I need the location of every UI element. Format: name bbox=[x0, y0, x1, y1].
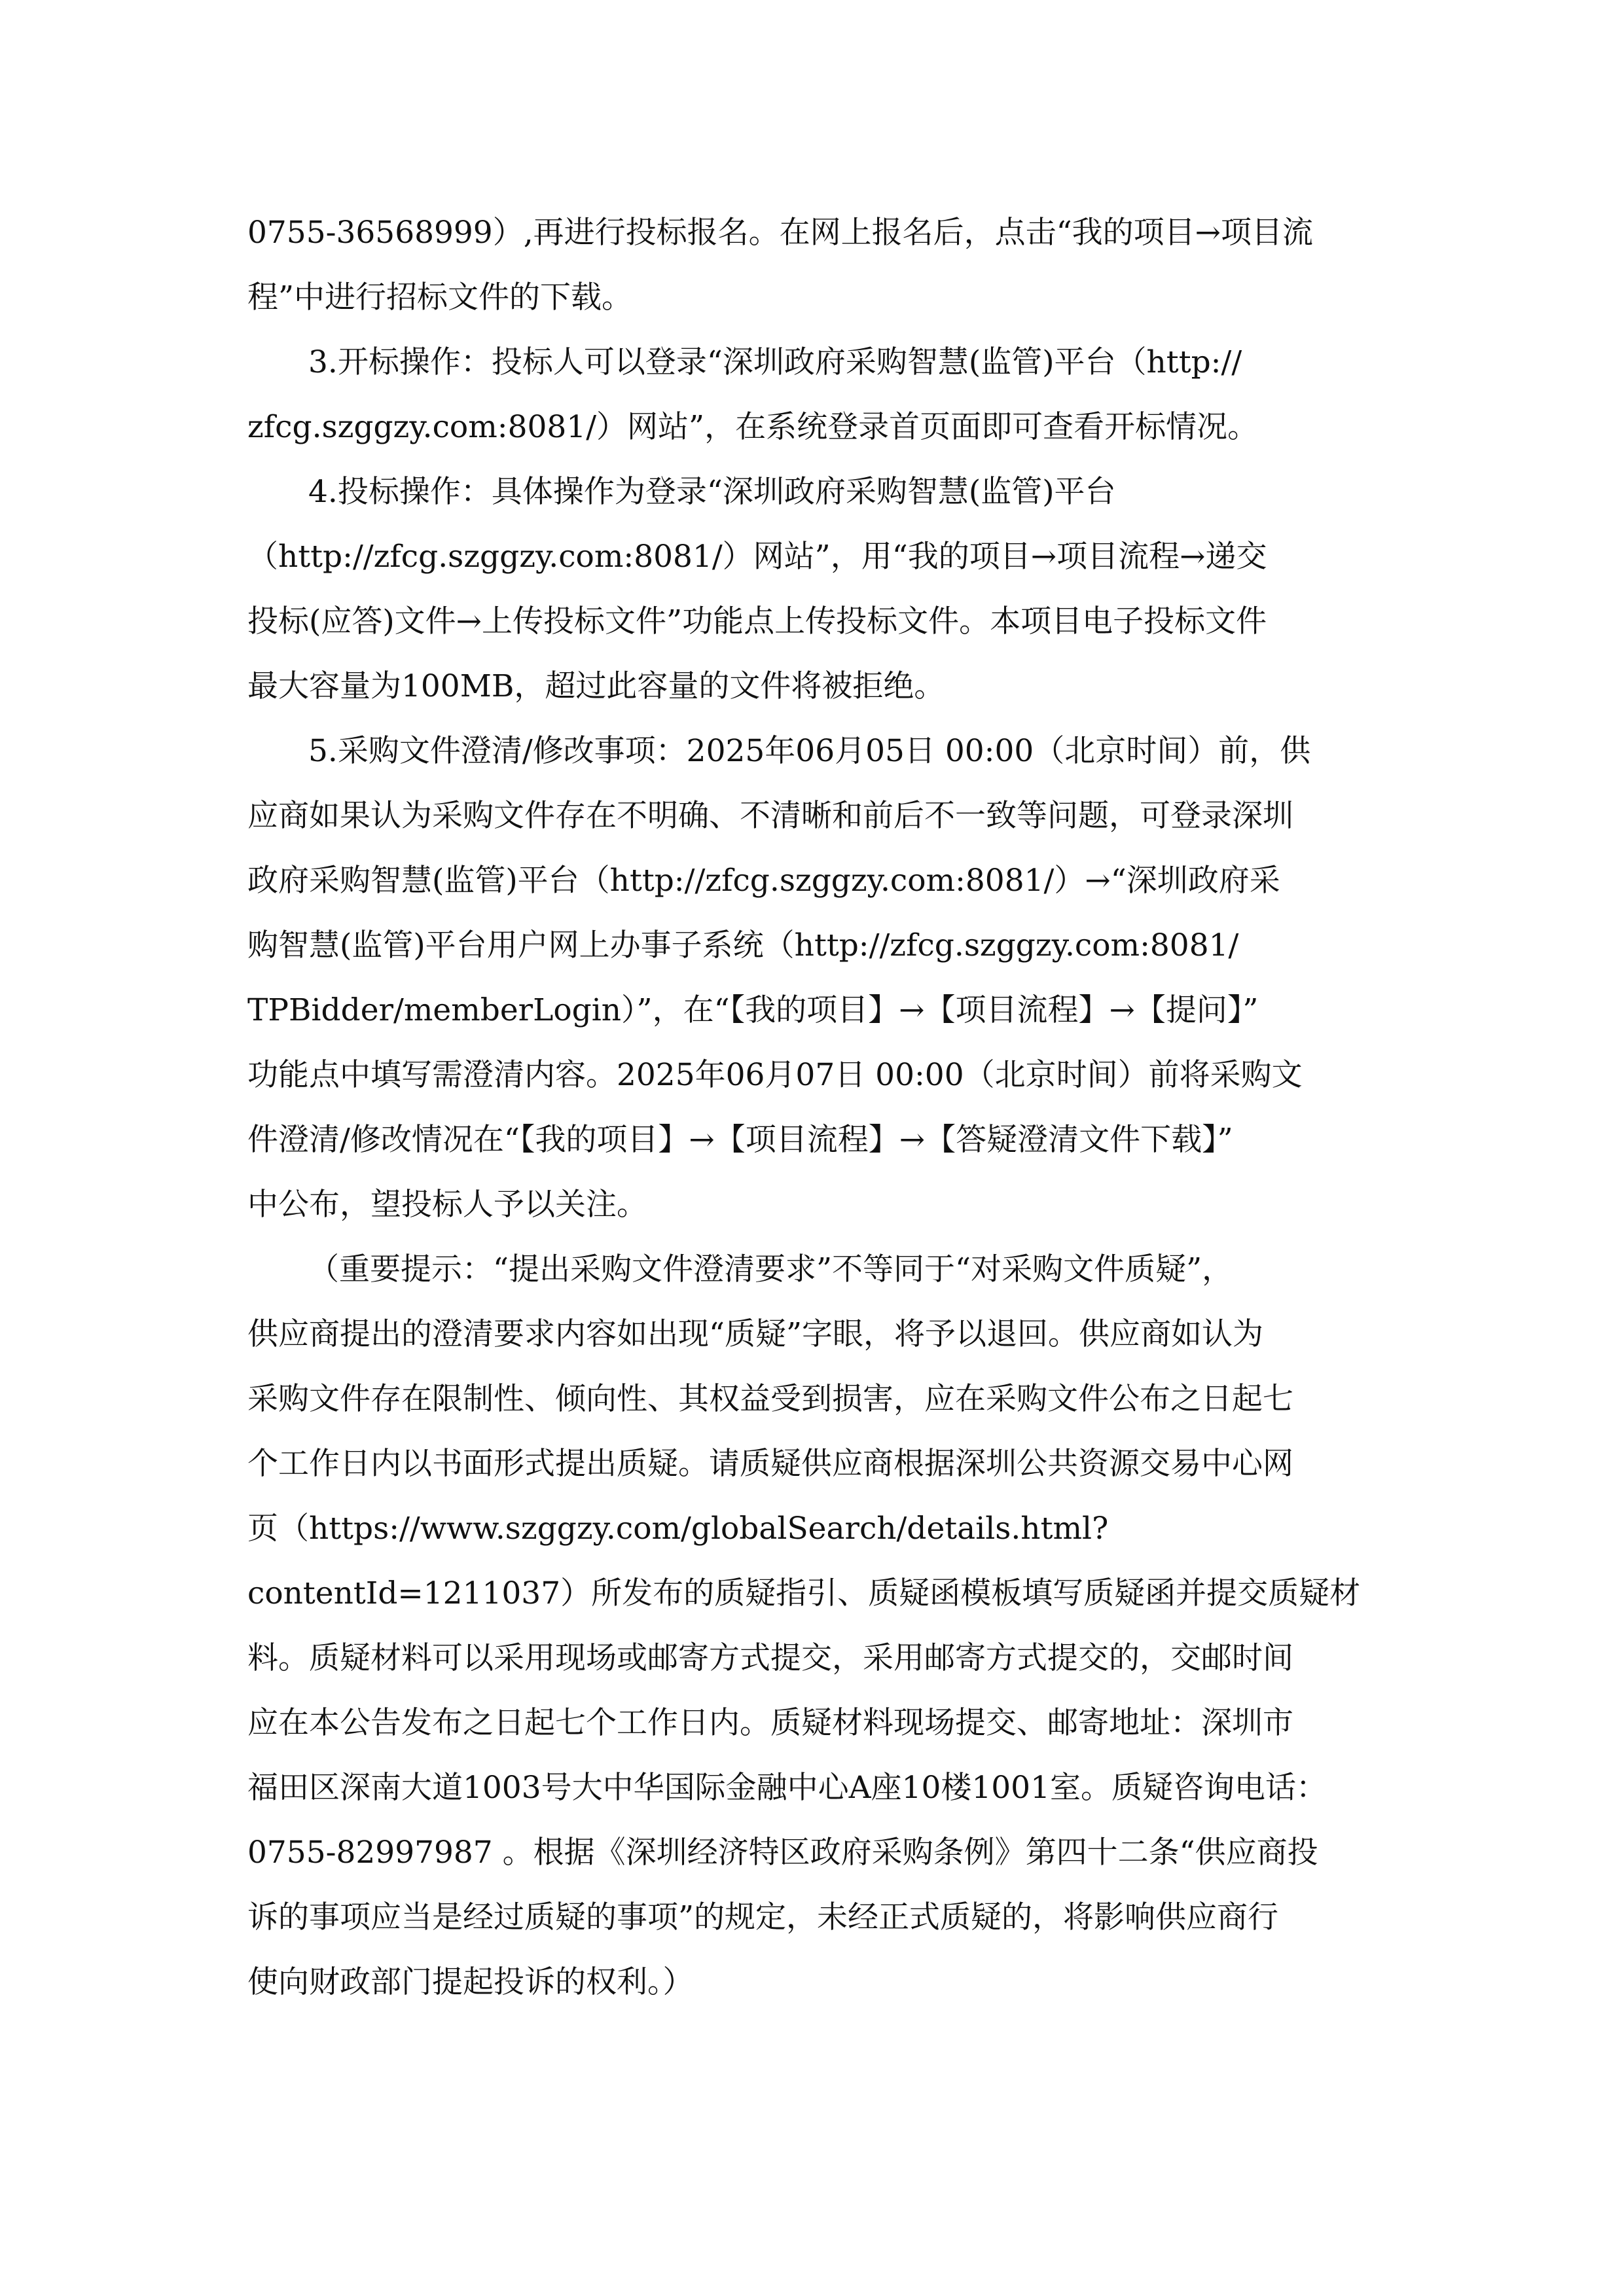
text-line: （http://zfcg.szggzy.com:8081/）网站”，用“我的项目→项目流程→递交 bbox=[247, 539, 1267, 575]
text-line: 中公布，望投标人予以关注。 bbox=[247, 1187, 647, 1223]
text-line: 投标(应答)文件→上传投标文件”功能点上传投标文件。本项目电子投标文件 bbox=[247, 603, 1267, 639]
paragraph-4-operation: 4.投标操作：具体操作为登录“深圳政府采购智慧(监管)平台 bbox=[308, 474, 1116, 510]
text-line: 福田区深南大道1003号大中华国际金融中心A座10楼1001室。质疑咨询电话： bbox=[247, 1770, 1327, 1806]
important-notice: （重要提示：“提出采购文件澄清要求”不等同于“对采购文件质疑”， bbox=[308, 1251, 1233, 1287]
text-line: TPBidder/memberLogin）”，在“【我的项目】→【项目流程】→【提问】” bbox=[247, 992, 1259, 1028]
text-line: 供应商提出的澄清要求内容如出现“质疑”字眼，将予以退回。供应商如认为 bbox=[247, 1316, 1264, 1352]
text-line: 诉的事项应当是经过质疑的事项”的规定，未经正式质疑的，将影响供应商行 bbox=[247, 1899, 1279, 1935]
text-line: 程”中进行招标文件的下载。 bbox=[247, 279, 633, 315]
text-line: 最大容量为100MB，超过此容量的文件将被拒绝。 bbox=[247, 668, 945, 704]
text-line: 件澄清/修改情况在“【我的项目】→【项目流程】→【答疑澄清文件下载】” bbox=[247, 1122, 1233, 1158]
text-line: 功能点中填写需澄清内容。2025年06月07日 00:00（北京时间）前将采购文 bbox=[247, 1057, 1303, 1093]
text-line: 使向财政部门提起投诉的权利。） bbox=[247, 1964, 694, 2000]
text-line: zfcg.szggzy.com:8081/）网站”，在系统登录首页面即可查看开标情况。 bbox=[247, 409, 1259, 445]
paragraph-5-clarification: 5.采购文件澄清/修改事项：2025年06月05日 00:00（北京时间）前，供 bbox=[308, 733, 1311, 769]
text-line: 料。质疑材料可以采用现场或邮寄方式提交，采用邮寄方式提交的，交邮时间 bbox=[247, 1640, 1293, 1676]
text-line: 购智慧(监管)平台用户网上办事子系统（http://zfcg.szggzy.com:8081/ bbox=[247, 927, 1239, 963]
text-line: 应在本公告发布之日起七个工作日内。质疑材料现场提交、邮寄地址：深圳市 bbox=[247, 1705, 1293, 1741]
text-line: 采购文件存在限制性、倾向性、其权益受到损害，应在采购文件公布之日起七 bbox=[247, 1381, 1293, 1417]
text-line: contentId=1211037）所发布的质疑指引、质疑函模板填写质疑函并提交质疑材 bbox=[247, 1575, 1361, 1611]
text-line: 页（https://www.szggzy.com/globalSearch/details.html? bbox=[247, 1511, 1109, 1547]
text-line: 个工作日内以书面形式提出质疑。请质疑供应商根据深圳公共资源交易中心网 bbox=[247, 1446, 1293, 1482]
text-line: 应商如果认为采购文件存在不明确、不清晰和前后不一致等问题，可登录深圳 bbox=[247, 798, 1293, 834]
text-line: 政府采购智慧(监管)平台（http://zfcg.szggzy.com:8081/）→“深圳政府采 bbox=[247, 863, 1280, 899]
paragraph-3-opening: 3.开标操作：投标人可以登录“深圳政府采购智慧(监管)平台（http:// bbox=[308, 344, 1242, 380]
text-line: 0755-82997987 。根据《深圳经济特区政府采购条例》第四十二条“供应商投 bbox=[247, 1835, 1318, 1871]
text-line: 0755-36568999）,再进行投标报名。在网上报名后，点击“我的项目→项目流 bbox=[247, 215, 1314, 251]
